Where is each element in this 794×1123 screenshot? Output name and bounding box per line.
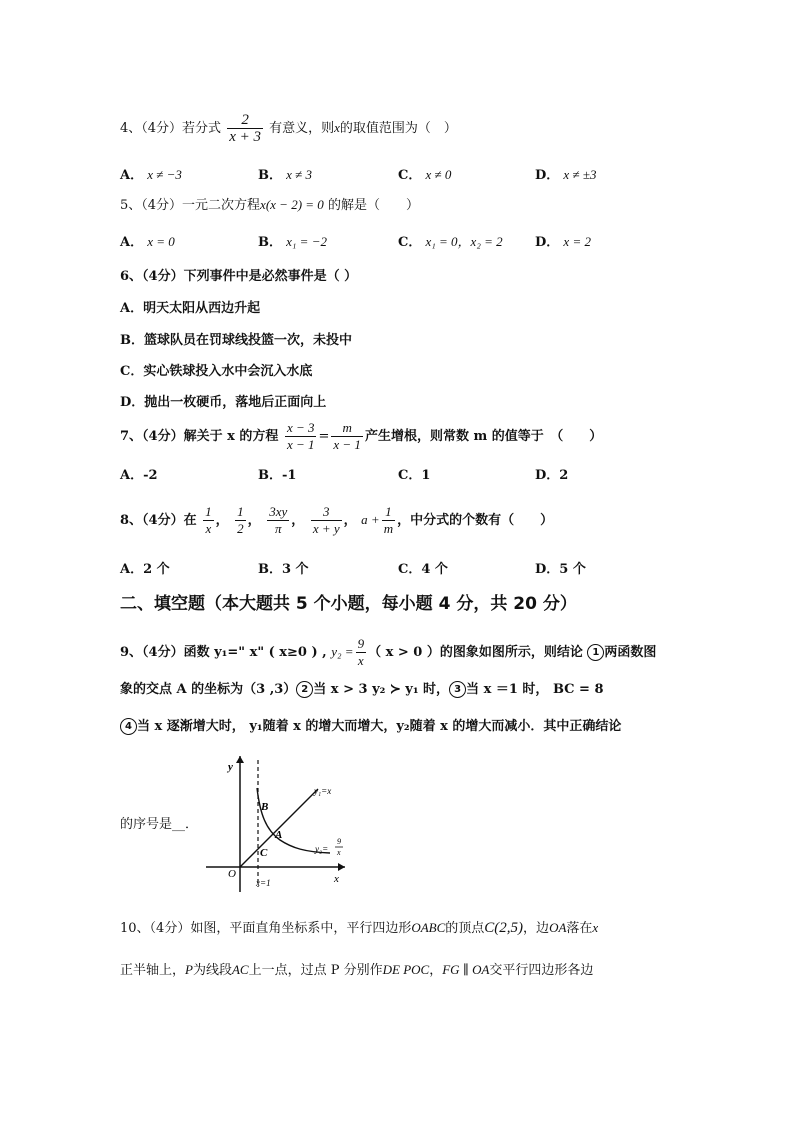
y-axis-arrow xyxy=(236,756,244,763)
q8-prefix: 8、（4分）在 xyxy=(120,513,197,528)
q4-suffix2: 的取值范围为（ ） xyxy=(339,121,457,136)
label-y: y xyxy=(228,761,233,773)
q7-fraction-1: $\frac{x - 3}{x - 1}$ xyxy=(286,420,315,452)
q10-p: P xyxy=(185,962,193,977)
label-y2-den: x xyxy=(337,848,341,857)
q5-prefix: 5、（4分）一元二次方程 xyxy=(120,198,261,213)
label-y2-num: 9 xyxy=(337,837,341,846)
q4-prefix: 4、（4分）若分式 xyxy=(120,121,222,136)
q8-frac-5: $\frac{1}{m}$ xyxy=(383,504,394,536)
q8-option-a: A．2 个 xyxy=(120,562,170,577)
q8-option-b: B．3 个 xyxy=(258,562,309,577)
q10-oabc: OABC xyxy=(411,920,446,935)
q9-line2-a: 象的交点 A 的坐标为（3 ,3） xyxy=(120,682,297,697)
q5-option-c: C． x₁ = 0，x₂ = 2 xyxy=(398,234,503,250)
q4-suffix: 有意义，则 xyxy=(269,121,335,136)
q10-de-poc: DE POC xyxy=(382,962,430,977)
q8-suffix: ，中分式的个数有（ ） xyxy=(397,513,554,528)
label-y2-eq: y₂= xyxy=(315,844,329,854)
q9-cond: （ x > 0 ）的图象如图所示，则结论 xyxy=(368,645,583,660)
q6-option-b: B．篮球队员在罚球线投篮一次，未投中 xyxy=(120,333,352,348)
q10-mid: 的顶点 xyxy=(445,921,485,936)
q5-option-d: D． x = 2 xyxy=(535,234,591,250)
q7-equals: = xyxy=(318,429,330,444)
q8-sep: ， xyxy=(343,513,357,528)
q4-stem xyxy=(120,112,457,145)
q4-option-d: D． x ≠ ±3 xyxy=(535,167,597,183)
q10-oa: OA xyxy=(549,920,567,935)
q10-line-1 xyxy=(120,918,598,939)
q8-sep: ， xyxy=(215,513,229,528)
q8-frac-3: $\frac{3xy}{\pi}$ xyxy=(269,504,288,536)
q5-option-b: B． x₁ = −2 xyxy=(258,234,327,250)
q9-y1: y₁=" x" ( x≥0 ) , xyxy=(214,645,327,660)
q9-line3-text: 当 x 逐渐增大时， y₁随着 x 的增大而增大，y₂随着 x 的增大而减小．其中正确结论 xyxy=(137,719,622,734)
q9-fraction: $\frac{9}{x}$ xyxy=(357,636,365,668)
label-a: A xyxy=(275,829,283,841)
q8-frac-1: $\frac{1}{x}$ xyxy=(205,504,212,536)
q6-option-c: C．实心铁球投入水中会沉入水底 xyxy=(120,364,313,379)
q10-line2-d: ， xyxy=(429,963,443,978)
x-axis-arrow xyxy=(338,863,345,871)
q10-point-c: C(2,5) xyxy=(484,920,524,936)
q9-prefix-text: 9、（4分）函数 xyxy=(120,645,210,660)
line-y1 xyxy=(240,789,318,867)
q8-f5-pre: a + xyxy=(361,512,380,527)
label-origin: O xyxy=(228,868,236,880)
q4-option-c: C． x ≠ 0 xyxy=(398,167,452,183)
q8-option-c: C．4 个 xyxy=(398,562,448,577)
q9-line-3 xyxy=(120,717,621,737)
q4-frac-den: x + 3 xyxy=(229,129,261,145)
q5-suffix: 的解是（ ） xyxy=(327,198,419,213)
q8-frac-2: $\frac{1}{2}$ xyxy=(237,504,244,536)
label-c: C xyxy=(260,847,268,859)
q7-option-c: C．1 xyxy=(398,468,431,483)
q9-circle-3: 3 xyxy=(449,681,466,698)
q4-fraction xyxy=(227,112,263,145)
q5-equation: x(x − 2) = 0 xyxy=(260,197,324,212)
q4-var: x xyxy=(334,120,340,135)
q9-line1-end: 两函数图 xyxy=(604,645,657,660)
q9-line-4: 的序号是__． xyxy=(120,817,199,832)
q10-line2-a: 正半轴上， xyxy=(120,963,186,978)
q6-stem: 6、（4分）下列事件中是必然事件是（ ） xyxy=(120,269,358,284)
q4-option-a: A． x ≠ −3 xyxy=(120,167,182,183)
q7-option-a: A．-2 xyxy=(120,468,158,483)
q7-suffix: 产生增根，则常数 m 的值等于 （ ） xyxy=(364,429,603,444)
q7-option-d: D．2 xyxy=(535,468,569,483)
q10-end: 落在 xyxy=(566,921,593,936)
q10-mid2: ，边 xyxy=(523,921,550,936)
label-x-equals-1: x=1 xyxy=(256,878,271,888)
q4-option-b: B． x ≠ 3 xyxy=(258,167,313,183)
q7-stem xyxy=(120,420,602,453)
q10-x: x xyxy=(592,920,599,935)
label-y1-eq: y₁=x xyxy=(314,786,332,796)
q9-line2-b: 当 x > 3 y₂ ≻ y₁ 时， xyxy=(313,682,450,697)
q10-line2-b: 为线段 xyxy=(192,963,232,978)
q9-circle-1: 1 xyxy=(587,644,604,661)
q10-prefix: 10、（4分）如图，平面直角坐标系中，平行四边形 xyxy=(120,921,412,936)
label-x: x xyxy=(334,873,339,885)
q8-sep: ， xyxy=(291,513,305,528)
q10-line2-c: 上一点，过点 P 分别作 xyxy=(248,963,383,978)
label-b: B xyxy=(261,801,269,813)
q9-line-2 xyxy=(120,680,604,700)
section-2-title: 二、填空题（本大题共 5 个小题，每小题 4 分，共 20 分） xyxy=(120,594,577,614)
q9-y2: y₂ = xyxy=(331,644,354,659)
q6-option-d: D．抛出一枚硬币，落地后正面向上 xyxy=(120,395,327,410)
q9-line-1 xyxy=(120,636,656,669)
q5-option-a: A． x = 0 xyxy=(120,234,175,250)
q9-circle-4: 4 xyxy=(120,718,137,735)
q10-ac: AC xyxy=(231,962,249,977)
q8-stem xyxy=(120,504,553,537)
q6-option-a: A．明天太阳从西边升起 xyxy=(120,301,261,316)
q9-circle-2: 2 xyxy=(296,681,313,698)
q4-frac-num: 2 xyxy=(227,112,263,129)
q7-prefix: 7、（4分）解关于 x 的方程 xyxy=(120,429,279,444)
q10-line2-e: 交平行四边形各边 xyxy=(489,963,594,978)
q7-option-b: B．-1 xyxy=(258,468,297,483)
q8-option-d: D．5 个 xyxy=(535,562,586,577)
q9-graph xyxy=(200,752,350,897)
q8-sep: ， xyxy=(247,513,261,528)
q7-fraction-2: $\frac{m}{x - 1}$ xyxy=(333,420,361,452)
q10-fg-oa: FG ∥ OA xyxy=(442,962,490,977)
q9-line2-c: 当 x ＝1 时， BC = 8 xyxy=(466,682,604,697)
q10-line-2 xyxy=(120,960,593,981)
q8-frac-4: $\frac{3}{x + y}$ xyxy=(312,504,340,536)
q5-stem xyxy=(120,195,419,216)
